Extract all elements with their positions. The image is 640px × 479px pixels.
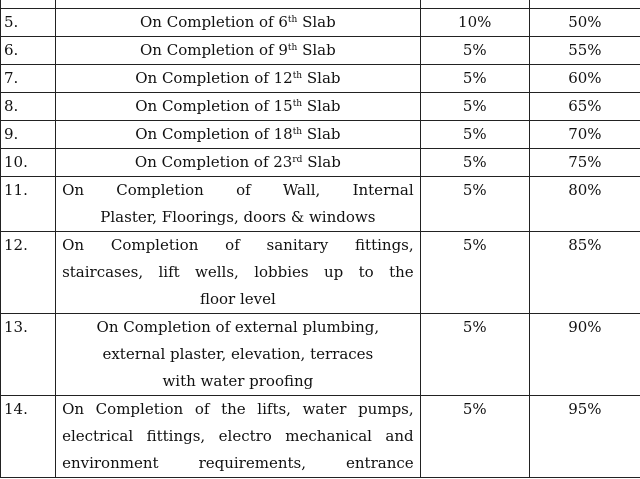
- stage-description: On Completion of 6th Slab: [56, 9, 421, 37]
- cell-empty: [1, 0, 56, 9]
- table-row: [1, 177, 640, 232]
- cumulative-percent: 70%: [529, 121, 640, 149]
- serial-number: 12.: [1, 232, 56, 314]
- serial-number: 10.: [1, 149, 56, 177]
- cumulative-percent: 65%: [529, 93, 640, 121]
- serial-number: 9.: [1, 121, 56, 149]
- stage-percent: 5%: [420, 149, 529, 177]
- serial-number: 5.: [1, 9, 56, 37]
- description-line: electrical fittings, electro mechanical and: [62, 427, 414, 445]
- stage-percent: 5%: [420, 37, 529, 65]
- stage-percent: 5%: [420, 177, 529, 232]
- description-line: environment requirements, entrance: [62, 454, 414, 472]
- cumulative-percent: 95%: [529, 396, 640, 478]
- stage-percent: 5%: [420, 121, 529, 149]
- description-line: Plaster, Floorings, doors & windows: [100, 208, 376, 226]
- description-line: external plaster, elevation, terraces: [102, 345, 374, 363]
- cumulative-percent: 85%: [529, 232, 640, 314]
- stage-percent: 5%: [420, 314, 529, 396]
- cell-empty: [56, 0, 421, 9]
- stage-description: On Completion of 23rd Slab: [56, 149, 421, 177]
- description-line: floor level: [199, 290, 276, 308]
- serial-number: 11.: [1, 177, 56, 232]
- cumulative-percent: 55%: [529, 37, 640, 65]
- description-line: On Completion of sanitary fittings,: [62, 236, 414, 254]
- stage-description: On Completion of 12th Slab: [56, 65, 421, 93]
- description-line: On Completion of the lifts, water pumps,: [62, 400, 414, 418]
- cumulative-percent: 60%: [529, 65, 640, 93]
- stage-description: [56, 232, 421, 314]
- table-row: [1, 9, 640, 37]
- table-row: [1, 93, 640, 121]
- stage-description: [56, 314, 421, 396]
- stage-percent: 5%: [420, 65, 529, 93]
- table-row: [1, 232, 640, 314]
- stage-percent: 5%: [420, 93, 529, 121]
- cumulative-percent: 75%: [529, 149, 640, 177]
- serial-number: 7.: [1, 65, 56, 93]
- table-row: [1, 149, 640, 177]
- table-row: [1, 0, 640, 9]
- table-row: [1, 396, 640, 478]
- stage-description: [56, 177, 421, 232]
- stage-description: On Completion of 9th Slab: [56, 37, 421, 65]
- serial-number: 14.: [1, 396, 56, 478]
- table-row: [1, 65, 640, 93]
- cell-empty: [529, 0, 640, 9]
- stage-percent: 10%: [420, 9, 529, 37]
- table-row: [1, 121, 640, 149]
- table-row: [1, 314, 640, 396]
- table-row: [1, 37, 640, 65]
- description-line: On Completion of external plumbing,: [96, 318, 380, 336]
- description-line: with water proofing: [162, 372, 314, 390]
- cumulative-percent: 90%: [529, 314, 640, 396]
- serial-number: 8.: [1, 93, 56, 121]
- description-line: staircases, lift wells, lobbies up to the: [62, 263, 414, 281]
- cumulative-percent: 50%: [529, 9, 640, 37]
- stage-percent: 5%: [420, 232, 529, 314]
- cell-empty: [420, 0, 529, 9]
- serial-number: 13.: [1, 314, 56, 396]
- stage-description: On Completion of 15th Slab: [56, 93, 421, 121]
- stage-description: On Completion of 18th Slab: [56, 121, 421, 149]
- cumulative-percent: 80%: [529, 177, 640, 232]
- stage-description: [56, 396, 421, 478]
- description-line: On Completion of Wall, Internal: [62, 181, 414, 199]
- serial-number: 6.: [1, 37, 56, 65]
- stage-percent: 5%: [420, 396, 529, 478]
